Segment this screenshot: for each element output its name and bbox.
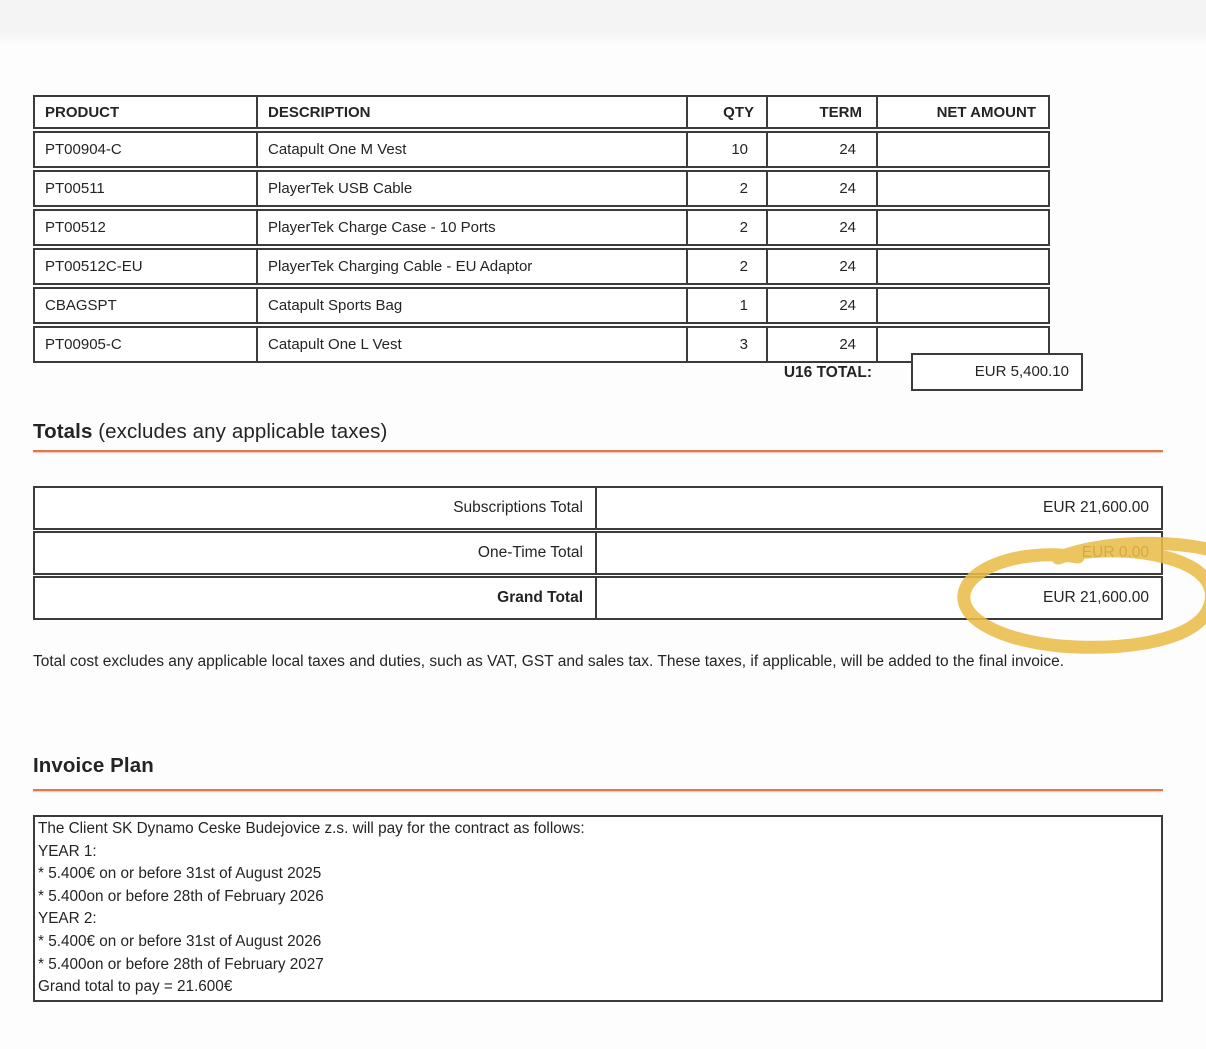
plan-line: * 5.400€ on or before 31st of August 2025 xyxy=(38,865,322,883)
description-cell: Catapult One L Vest xyxy=(258,328,688,361)
one-time-total-label: One-Time Total xyxy=(35,533,597,573)
table-row xyxy=(33,209,1050,246)
table-row xyxy=(33,131,1050,168)
invoice-plan-heading xyxy=(33,754,154,778)
column-header-term: TERM xyxy=(768,97,878,127)
term-cell: 24 xyxy=(768,328,878,361)
column-header-product: PRODUCT xyxy=(35,97,258,127)
net-amount-cell xyxy=(878,289,1048,322)
description-cell: PlayerTek Charge Case - 10 Ports xyxy=(258,211,688,244)
description-cell: PlayerTek Charging Cable - EU Adaptor xyxy=(258,250,688,283)
grand-total-label: Grand Total xyxy=(35,578,597,618)
description-cell: Catapult One M Vest xyxy=(258,133,688,166)
product-cell: CBAGSPT xyxy=(35,289,258,322)
net-amount-cell xyxy=(878,133,1048,166)
net-amount-cell xyxy=(878,172,1048,205)
totals-section-heading xyxy=(33,420,387,444)
table-row xyxy=(33,248,1050,285)
page-top-shading xyxy=(0,0,1206,46)
product-table xyxy=(33,95,1050,365)
totals-row-grand xyxy=(33,576,1163,620)
u16-total-label: U16 TOTAL: xyxy=(783,364,872,381)
qty-cell: 2 xyxy=(688,211,768,244)
invoice-plan-box xyxy=(33,815,1163,1002)
term-cell: 24 xyxy=(768,250,878,283)
qty-cell: 10 xyxy=(688,133,768,166)
term-cell: 24 xyxy=(768,133,878,166)
one-time-total-value: EUR 0.00 xyxy=(1081,544,1149,561)
plan-line: The Client SK Dynamo Ceske Budejovice z.s. will pay for the contract as follows: xyxy=(38,820,585,837)
grand-total-value: EUR 21,600.00 xyxy=(1043,589,1149,606)
product-cell: PT00905-C xyxy=(35,328,258,361)
product-cell: PT00511 xyxy=(35,172,258,205)
totals-heading-bold: Totals xyxy=(33,420,93,443)
qty-cell: 3 xyxy=(688,328,768,361)
plan-line: Grand total to pay = 21.600€ xyxy=(38,978,233,996)
term-cell: 24 xyxy=(768,289,878,322)
term-cell: 24 xyxy=(768,172,878,205)
column-header-description: DESCRIPTION xyxy=(258,97,688,127)
table-row xyxy=(33,287,1050,324)
product-cell: PT00904-C xyxy=(35,133,258,166)
u16-total-value: EUR 5,400.10 xyxy=(911,353,1083,391)
description-cell: PlayerTek USB Cable xyxy=(258,172,688,205)
term-cell: 24 xyxy=(768,211,878,244)
description-cell: Catapult Sports Bag xyxy=(258,289,688,322)
table-row xyxy=(33,326,1050,363)
table-row xyxy=(33,170,1050,207)
net-amount-cell xyxy=(878,211,1048,244)
net-amount-cell xyxy=(878,250,1048,283)
tax-note-paragraph: Total cost excludes any applicable local taxes and duties, such as VAT, GST and sales tax. These taxes, if applicable, will be added to the final invoice. xyxy=(33,653,1065,670)
plan-line: * 5.400on or before 28th of February 2027 xyxy=(38,955,324,973)
invoice-plan-heading-text: Invoice Plan xyxy=(33,754,154,777)
qty-cell: 2 xyxy=(688,250,768,283)
qty-cell: 1 xyxy=(688,289,768,322)
column-header-qty: QTY xyxy=(688,97,768,127)
totals-row-one-time xyxy=(33,531,1163,575)
plan-line: YEAR 2: xyxy=(38,910,97,928)
product-table-header xyxy=(33,95,1050,129)
subscriptions-total-value: EUR 21,600.00 xyxy=(1043,499,1149,516)
invoice-plan-heading-underline xyxy=(33,789,1163,791)
qty-cell: 2 xyxy=(688,172,768,205)
product-cell: PT00512C-EU xyxy=(35,250,258,283)
totals-heading-underline xyxy=(33,450,1163,452)
plan-line: * 5.400on or before 28th of February 2026 xyxy=(38,887,324,905)
plan-line: * 5.400€ on or before 31st of August 2026 xyxy=(38,932,322,950)
product-cell: PT00512 xyxy=(35,211,258,244)
column-header-net-amount: NET AMOUNT xyxy=(936,103,1036,121)
totals-heading-rest: (excludes any applicable taxes) xyxy=(92,420,388,443)
subscriptions-total-label: Subscriptions Total xyxy=(35,488,597,528)
totals-row-subscriptions xyxy=(33,486,1163,530)
plan-line: YEAR 1: xyxy=(38,842,97,860)
